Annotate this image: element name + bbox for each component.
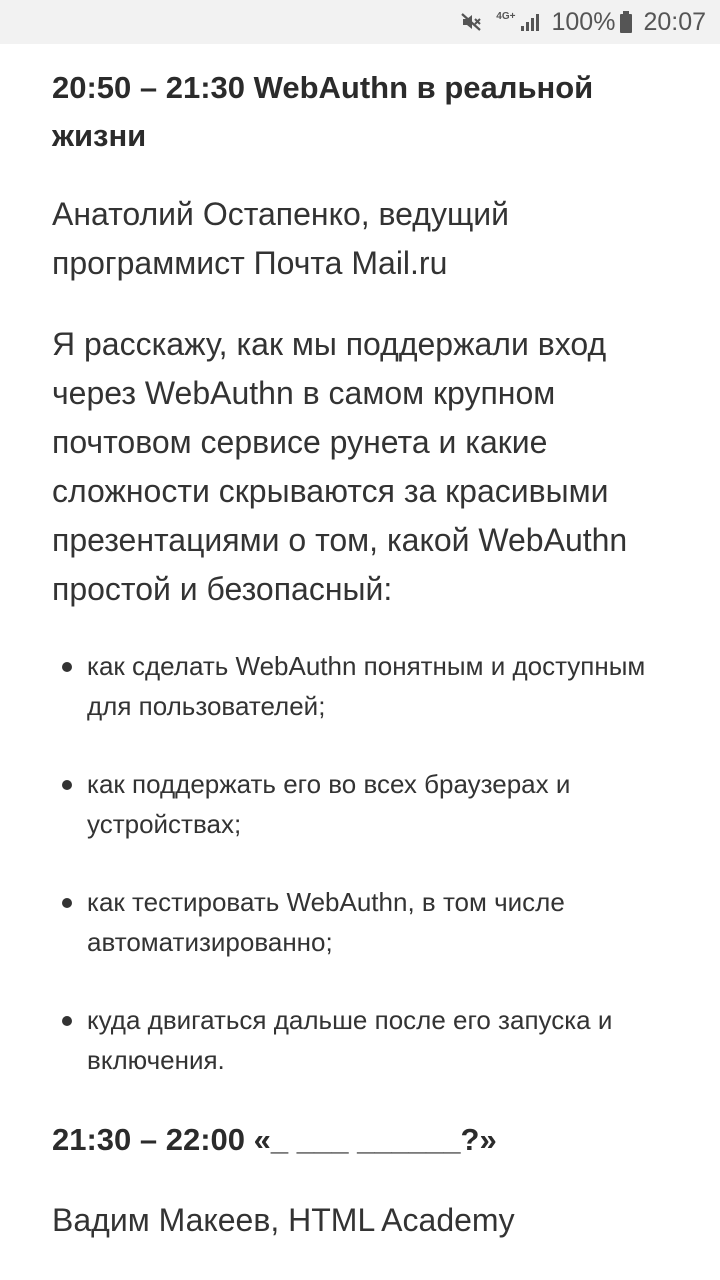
- bullet-icon: [62, 780, 72, 790]
- bullet-icon: [62, 662, 72, 672]
- talk2-speaker: Вадим Макеев, HTML Academy: [52, 1202, 515, 1238]
- talk1-title: 20:50 – 21:30 WebAuthn в реальной жизни: [52, 70, 594, 153]
- talk1-speaker: Анатолий Остапенко, ведущий программист Почта Mail.ru: [52, 196, 510, 281]
- talk2-title: 21:30 – 22:00 «_ ___ ______?»: [52, 1122, 497, 1157]
- bullet-icon: [62, 898, 72, 908]
- mute-icon: [460, 10, 484, 34]
- battery-icon: [619, 10, 633, 34]
- signal-icon: [519, 11, 541, 33]
- status-bar: [0, 0, 720, 44]
- list-item: [52, 882, 672, 962]
- list-item: [52, 764, 672, 844]
- talk1-points-list: [52, 646, 672, 1080]
- talk1-description: Я расскажу, как мы поддержали вход через WebAuthn в самом крупном почтовом сервисе рунета и какие сложности скрываются за красивыми презентациями о том, какой WebAuthn простой и безопасный:: [52, 326, 628, 607]
- list-item-text: как сделать WebAuthn понятным и доступным для пользователей;: [87, 651, 646, 721]
- list-item-text: куда двигаться дальше после его запуска и включения.: [87, 1005, 613, 1075]
- clock: 20:07: [643, 7, 706, 36]
- list-item: [52, 646, 672, 726]
- article-content: [52, 64, 672, 1245]
- network-type-label: 4G+: [496, 11, 516, 22]
- list-item: [52, 1000, 672, 1080]
- bullet-icon: [62, 1016, 72, 1026]
- battery-percent: 100%: [551, 7, 616, 36]
- list-item-text: как тестировать WebAuthn, в том числе автоматизированно;: [87, 887, 565, 957]
- list-item-text: как поддержать его во всех браузерах и устройствах;: [87, 769, 571, 839]
